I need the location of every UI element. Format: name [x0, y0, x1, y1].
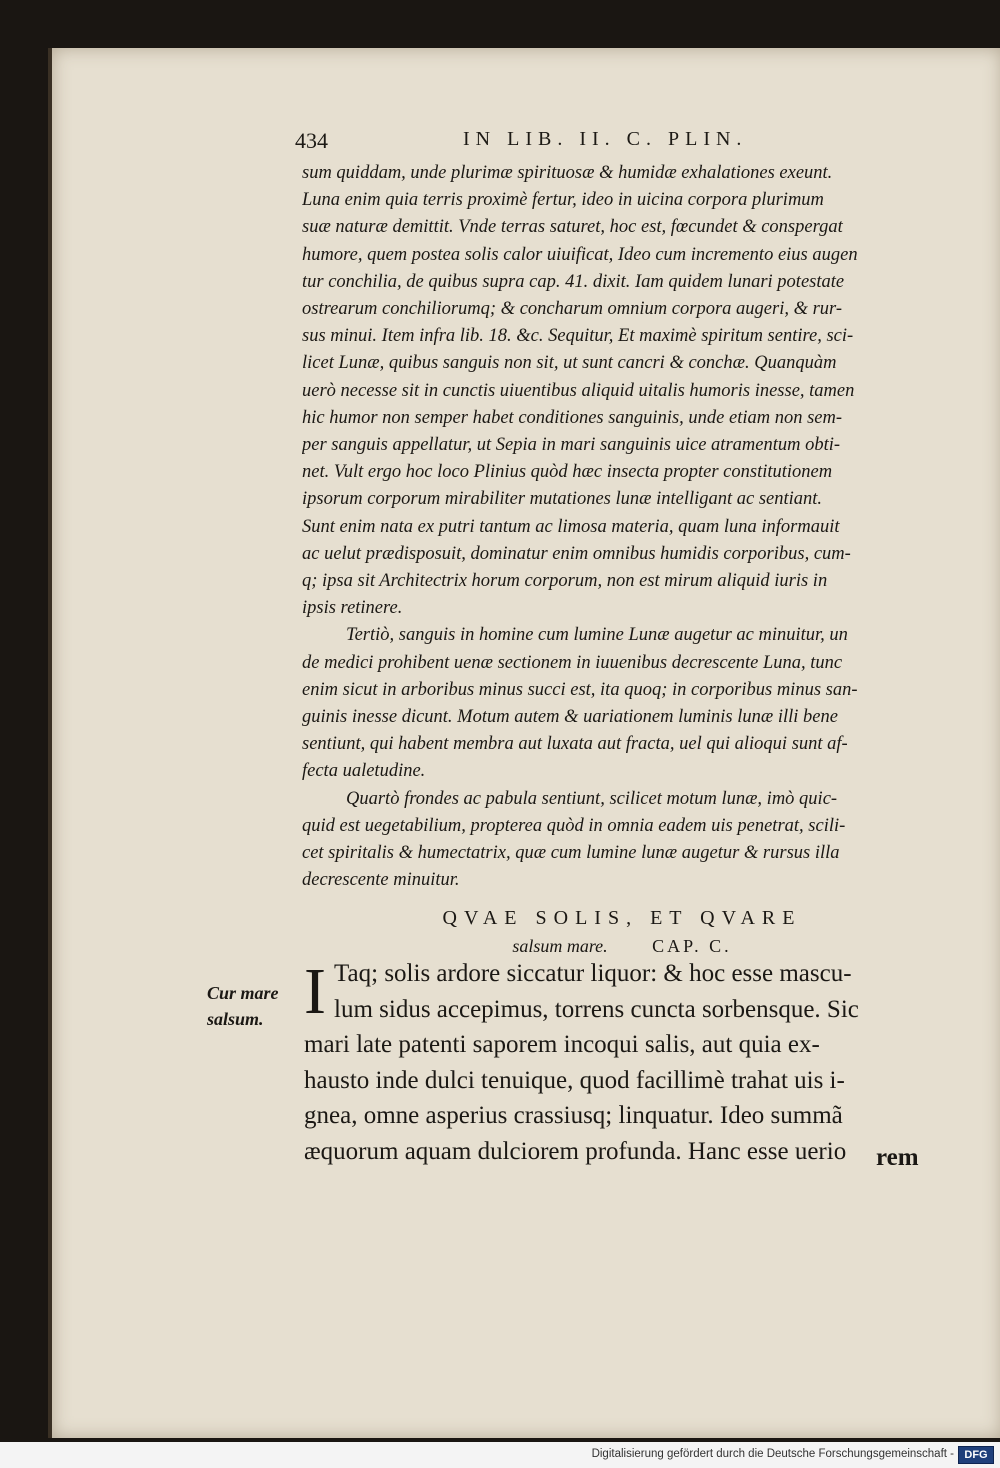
main-text-line: mari late patenti saporem incoqui salis, aut quia ex-: [304, 1031, 820, 1058]
commentary-line: fecta ualetudine.: [302, 761, 426, 782]
commentary-line: sentiunt, qui habent membra aut luxata aut fracta, uel qui alioqui sunt af-: [302, 734, 848, 755]
commentary-line: sus minui. Item infra lib. 18. &c. Sequitur, Et maximè spiritum sentire, sci-: [302, 326, 854, 347]
main-text-line: gnea, omne asperius crassiusq; linquatur. Ideo summã: [304, 1102, 843, 1129]
commentary-line: cet spiritalis & humectatrix, quæ cum lumine lunæ augetur & rursus illa: [302, 843, 840, 864]
page-number: 434: [295, 128, 328, 153]
chapter-title-italic: salsum mare.: [512, 936, 608, 956]
commentary-line: Luna enim quia terris proximè fertur, ideo in uicina corpora plurimum: [302, 190, 824, 211]
commentary-line: ipsorum corporum mirabiliter mutationes lunæ intelligant ac sentiant.: [302, 489, 823, 510]
commentary-line: per sanguis appellatur, ut Sepia in mari sanguinis uice atramentum obti-: [302, 435, 841, 456]
chapter-title-line: QVAE SOLIS, ET QVARE: [442, 907, 802, 929]
main-text-line: lum sidus accepimus, torrens cuncta sorbensque. Sic: [334, 995, 859, 1023]
commentary-line: quid est uegetabilium, propterea quòd in omnia eadem uis penetrat, scili-: [302, 815, 846, 836]
commentary-line: net. Vult ergo hoc loco Plinius quòd hæc insecta propter constitutionem: [302, 462, 833, 483]
drop-initial: I: [304, 955, 326, 1028]
commentary-line: ostrearum conchiliorumq; & concharum omnium corpora augeri, & rur-: [302, 299, 843, 320]
commentary-line: Sunt enim nata ex putri tantum ac limosa materia, quam luna informauit: [302, 516, 840, 537]
running-title: IN LIB. II. C. PLIN.: [463, 128, 748, 150]
commentary-line: sum quiddam, unde plurimæ spirituosæ & humidæ exhalationes exeunt.: [302, 163, 833, 183]
main-text-line: æquorum aquam dulciorem profunda. Hanc esse uerio: [304, 1137, 847, 1165]
funding-credit: Digitalisierung gefördert durch die Deutsche Forschungsgemeinschaft -: [591, 1448, 954, 1460]
commentary-block: [302, 160, 942, 894]
commentary-line: Tertiò, sanguis in homine cum lumine Lunæ augetur ac minuitur, un: [346, 625, 848, 646]
commentary-line: suæ naturæ demittit. Vnde terras saturet, hoc est, fœcundet & conspergat: [302, 217, 843, 238]
commentary-line: enim sicut in arboribus minus succi est, ita quoq; in corporibus minus san-: [302, 679, 858, 700]
commentary-line: licet Lunæ, quibus sanguis non sit, ut sunt cancri & conchæ. Quanquàm: [302, 353, 837, 374]
chapter-heading: [302, 904, 942, 960]
catchword: rem: [876, 1144, 919, 1171]
chapter-number: CAP. C.: [652, 936, 732, 956]
commentary-line: decrescente minuitur.: [302, 870, 460, 891]
commentary-line: guinis inesse dicunt. Motum autem & uariationem luminis lunæ illi bene: [302, 707, 838, 728]
commentary-line: ipsis retinere.: [302, 598, 403, 619]
dfg-logo-icon: DFG: [958, 1446, 994, 1464]
main-text-line: Taq; solis ardore siccatur liquor: & hoc esse mascu-: [334, 960, 852, 987]
page-header: [295, 128, 945, 158]
commentary-line: q; ipsa sit Architectrix horum corporum, non est mirum aliquid iuris in: [302, 571, 828, 592]
commentary-line: tur conchilia, de quibus supra cap. 41. dixit. Iam quidem lunari potestate: [302, 271, 845, 292]
commentary-line: de medici prohibent uenæ sectionem in iuuenibus decrescente Luna, tunc: [302, 652, 843, 673]
commentary-line: humore, quem postea solis calor uiuificat, Ideo cum incremento eius augen: [302, 244, 858, 265]
commentary-line: ac uelut prædisposuit, dominatur enim omnibus humidis corporibus, cum-: [302, 543, 851, 564]
main-text-line: hausto inde dulci tenuique, quod facillimè trahat uis i-: [304, 1066, 845, 1094]
commentary-line: hic humor non semper habet conditiones sanguinis, unde etiam non sem-: [302, 407, 843, 428]
main-text-block: [304, 956, 944, 1169]
marginal-note: Cur mare salsum.: [207, 983, 279, 1029]
footer-bar: [0, 1442, 1000, 1468]
commentary-line: Quartò frondes ac pabula sentiunt, scilicet motum lunæ, imò quic-: [346, 788, 838, 809]
commentary-line: uerò necesse sit in cunctis uiuentibus aliquid uitalis humoris inesse, tamen: [302, 380, 855, 401]
